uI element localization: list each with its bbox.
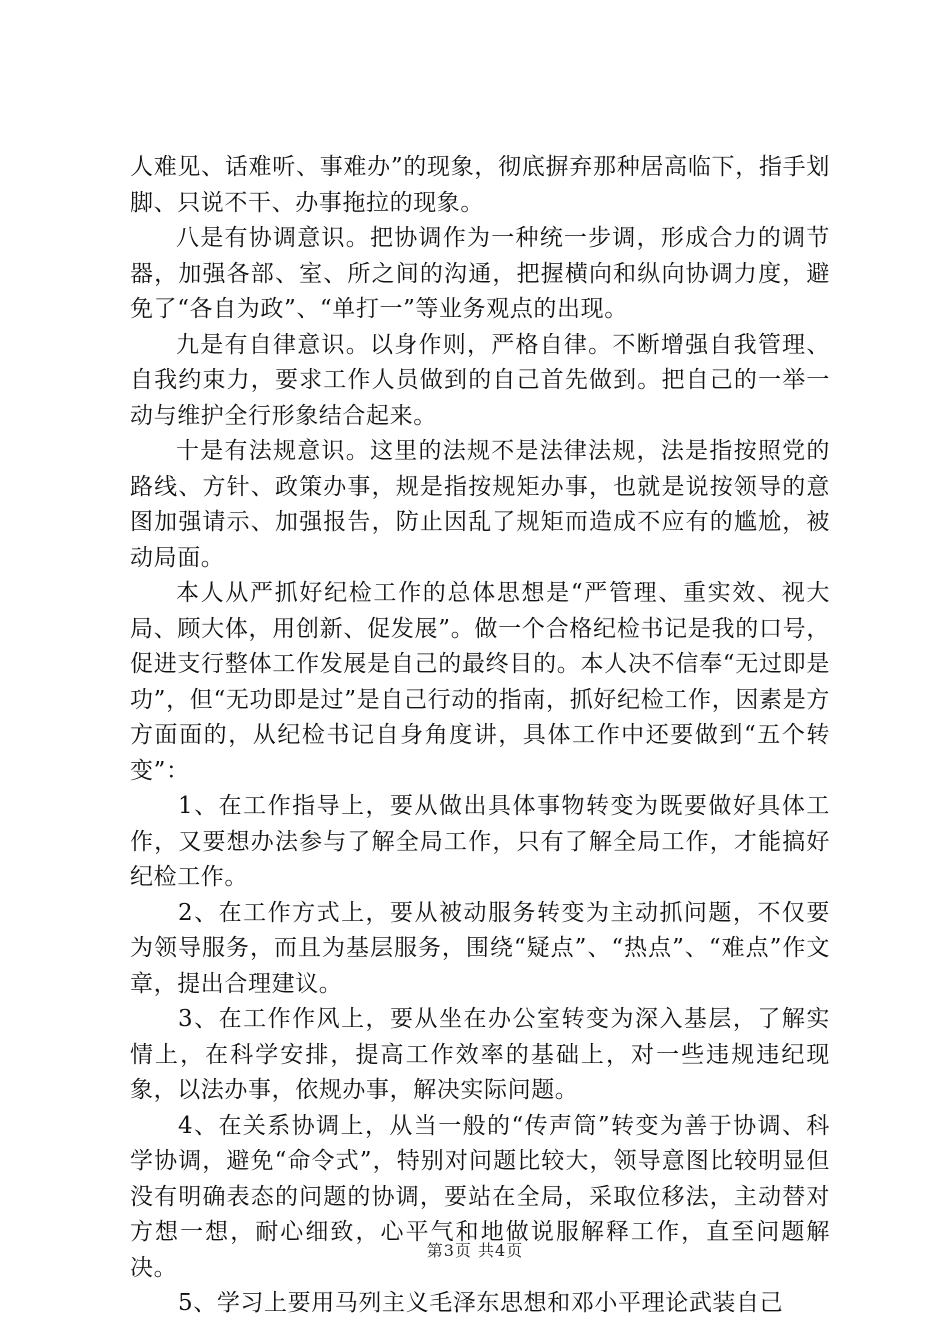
paragraph-regulations: 十是有法规意识。这里的法规不是法律法规，法是指按照党的路线、方针、政策办事，规是指按规矩办事，也就是说按领导的意图加强请示、加强报告，防止因乱了规矩而造成不应有的尴尬，被动局面。 bbox=[130, 438, 830, 571]
list-item-2: 2、在工作方式上，要从被动服务转变为主动抓问题，不仅要为领导服务，而且为基层服务，围绕“疑点”、“热点”、“难点”作文章，提出合理建议。 bbox=[130, 899, 830, 997]
list-item-4: 4、在关系协调上，从当一般的“传声筒”转变为善于协调、科学协调，避免“命令式”，特别对问题比较大，领导意图比较明显但没有明确表态的问题的协调，要站在全局，采取位移法，主动替对方想一想，耐心细致，心平气和地做说服解释工作，直至问题解决。 bbox=[130, 1112, 830, 1281]
paragraph-coordination: 八是有协调意识。把协调作为一种统一步调，形成合力的调节器，加强各部、室、所之间的沟通，把握横向和纵向协调力度，避免了“各自为政”、“单打一”等业务观点的出现。 bbox=[130, 225, 830, 322]
page-number-footer: 第3页 共4页 bbox=[426, 1241, 524, 1260]
paragraph-continuation: 人难见、话难听、事难办”的现象，彻底摒弃那种居高临下，指手划脚、只说不干、办事拖拉的现象。 bbox=[130, 154, 830, 216]
list-item-1: 1、在工作指导上，要从做出具体事物转变为既要做好具体工作，又要想办法参与了解全局工作，只有了解全局工作，才能搞好纪检工作。 bbox=[130, 793, 830, 890]
list-item-3: 3、在工作作风上，要从坐在办公室转变为深入基层，了解实情上，在科学安排，提高工作效率的基础上，对一些违规违纪现象，以法办事，依规办事，解决实际问题。 bbox=[130, 1006, 830, 1103]
paragraph-overall-thinking: 本人从严抓好纪检工作的总体思想是“严管理、重实效、视大局、顾大体，用创新、促发展”。做一个合格纪检书记是我的口号，促进支行整体工作发展是自己的最终目的。本人决不信奉“无过即是功”，但“无功即是过”是自己行动的指南，抓好纪检工作，因素是方方面面的，从纪检书记自身角度讲，具体工作中还要做到“五个转变”： bbox=[130, 580, 830, 784]
paragraph-self-discipline: 九是有自律意识。以身作则，严格自律。不断增强自我管理、自我约束力，要求工作人员做到的自己首先做到。把自己的一举一动与维护全行形象结合起来。 bbox=[130, 331, 830, 429]
list-item-5: 5、学习上要用马列主义毛泽东思想和邓小平理论武装自己 bbox=[178, 1290, 784, 1316]
document-body bbox=[130, 150, 830, 1322]
